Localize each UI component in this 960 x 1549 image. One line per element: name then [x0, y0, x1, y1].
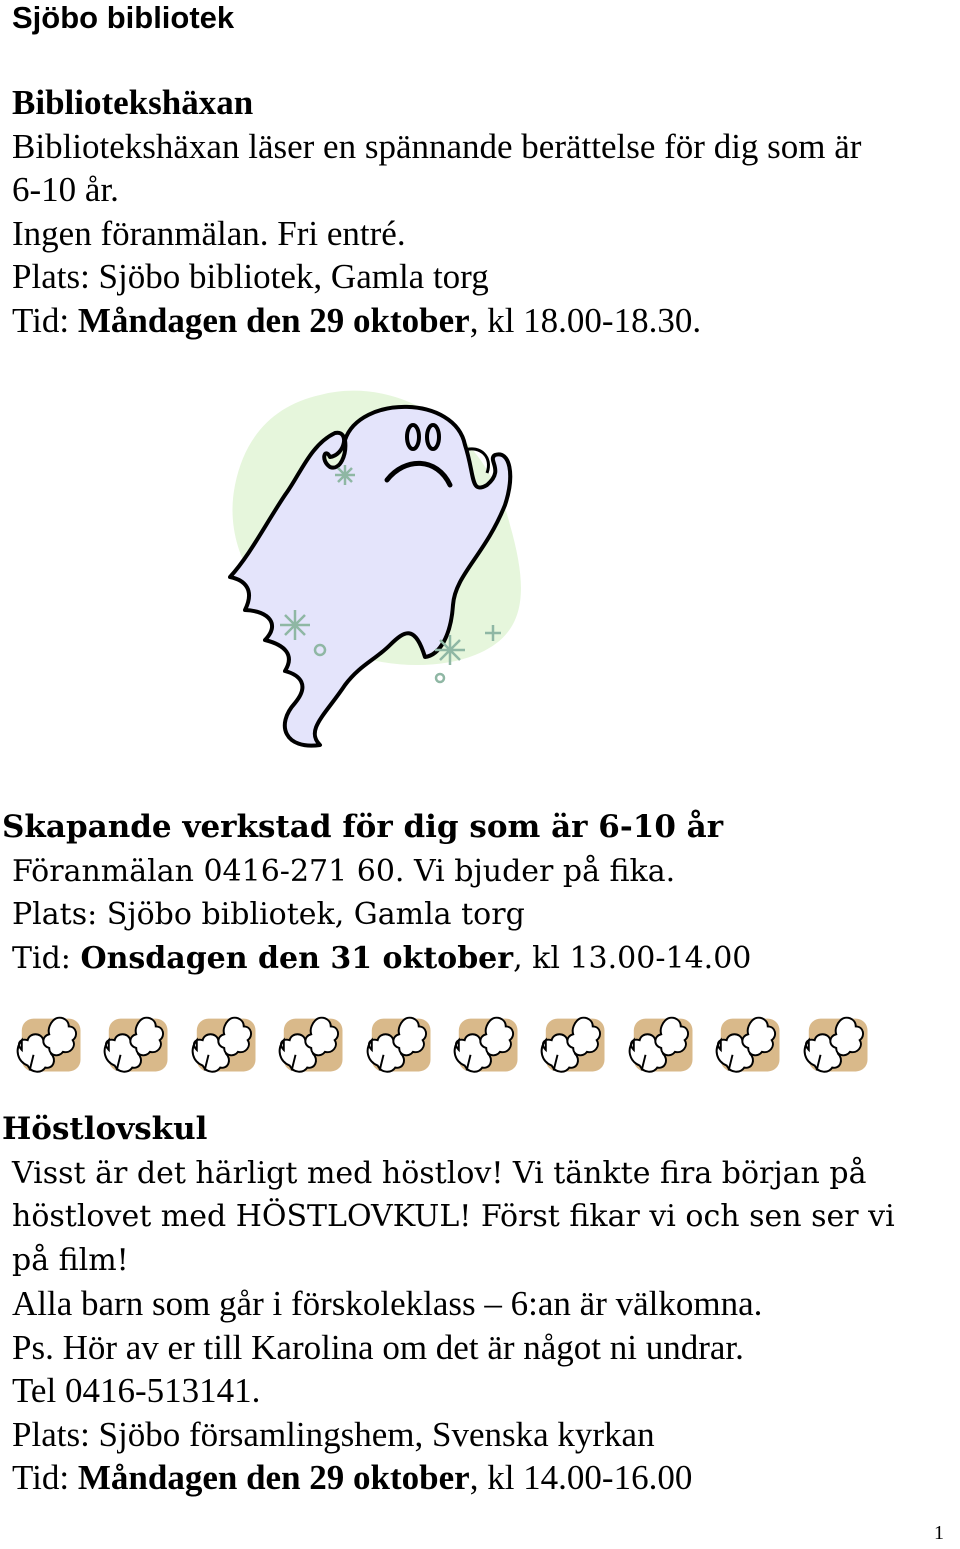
- autumn-leaf-icon: [449, 1010, 522, 1082]
- page-number: 1: [934, 1522, 944, 1544]
- autumn-leaf-icon: [274, 1010, 347, 1082]
- autumn-leaf-icon: [99, 1010, 172, 1082]
- event1-place: Plats: Sjöbo bibliotek, Gamla torg: [12, 257, 489, 296]
- event2-time-rest: , kl 13.00-14.00: [513, 940, 752, 976]
- autumn-leaf-icon: [799, 1010, 872, 1082]
- event2-time-label: Tid:: [12, 940, 81, 976]
- event3-desc-line2: höstlovet med HÖSTLOVKUL! Först fikar vi och sen ser vi: [12, 1199, 895, 1234]
- event1-desc-line2: 6-10 år.: [12, 170, 119, 209]
- autumn-leaf-icon: [536, 1010, 609, 1082]
- event2-time-day: Onsdagen den 31 oktober: [80, 940, 514, 976]
- event3-desc-line3: på film!: [12, 1242, 129, 1278]
- event-bibliotekshaxan: [12, 81, 861, 342]
- event1-desc-line1: Bibliotekshäxan läser en spännande berättelse för dig som är: [12, 126, 862, 166]
- event3-time-label: Tid:: [12, 1458, 78, 1497]
- page-title: Sjöbo bibliotek: [12, 0, 235, 35]
- event1-time-label: Tid:: [12, 300, 78, 340]
- event1-time-day: Måndagen den 29 oktober: [77, 300, 470, 340]
- event3-tel: Tel 0416-513141.: [12, 1371, 261, 1410]
- autumn-leaves-border: [12, 1010, 872, 1082]
- ghost-illustration: [225, 385, 555, 765]
- event-skapande-verkstad: [2, 806, 752, 980]
- event3-heading: Höstlovskul: [2, 1111, 208, 1147]
- event3-time: [12, 1456, 895, 1500]
- event2-heading: Skapande verkstad för dig som är 6-10 år: [2, 809, 724, 845]
- autumn-leaf-icon: [187, 1010, 260, 1082]
- event3-time-rest: , kl 14.00-16.00: [469, 1458, 693, 1497]
- event2-place: Plats: Sjöbo bibliotek, Gamla torg: [12, 897, 525, 932]
- event1-time-rest: , kl 18.00-18.30.: [469, 300, 702, 340]
- event3-place: Plats: Sjöbo församlingshem, Svenska kyrkan: [12, 1414, 655, 1454]
- autumn-leaf-icon: [362, 1010, 435, 1082]
- event3-time-day: Måndagen den 29 oktober: [77, 1458, 470, 1497]
- event2-time: [12, 937, 751, 981]
- event1-entry: Ingen föranmälan. Fri entré.: [12, 213, 406, 253]
- event1-heading: Bibliotekshäxan: [12, 83, 254, 122]
- autumn-leaf-icon: [12, 1010, 85, 1082]
- event3-desc-line1: Visst är det härligt med höstlov! Vi tänkte fira början på: [12, 1155, 867, 1191]
- event-hostlovskul: [2, 1108, 895, 1500]
- autumn-leaf-icon: [711, 1010, 784, 1082]
- autumn-leaf-icon: [624, 1010, 697, 1082]
- event3-audience: Alla barn som går i förskoleklass – 6:an är välkomna.: [12, 1284, 763, 1323]
- event3-ps: Ps. Hör av er till Karolina om det är något ni undrar.: [12, 1327, 744, 1367]
- event1-time: [12, 299, 861, 343]
- event2-signup: Föranmälan 0416-271 60. Vi bjuder på fika.: [12, 853, 676, 889]
